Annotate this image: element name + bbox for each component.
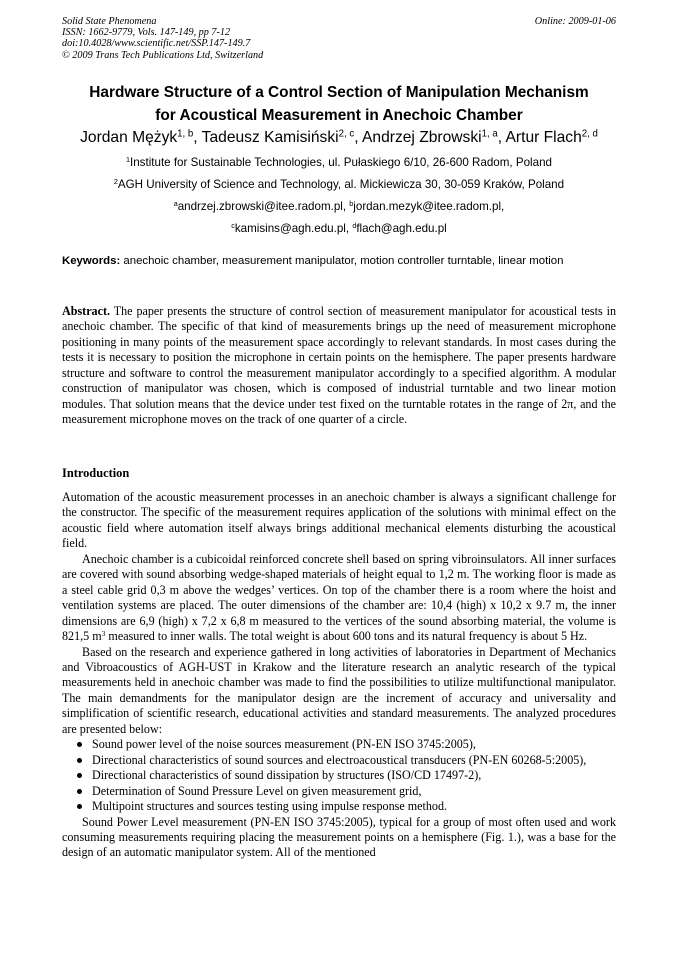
email-mark: d	[352, 221, 357, 231]
bullet-icon	[77, 789, 82, 794]
author-separator: ,	[497, 129, 506, 146]
issn-line: ISSN: 1662-9779, Vols. 147-149, pp 7-12	[62, 27, 231, 39]
list-item-text: Directional characteristics of sound dissipation by structures (ISO/CD 17497-2),	[92, 768, 482, 783]
keywords-text: anechoic chamber, measurement manipulator, motion controller turntable, linear motion	[120, 255, 564, 267]
doi-line: doi:10.4028/www.scientific.net/SSP.147-149.7	[62, 38, 251, 50]
email-address: jordan.mezyk@itee.radom.pl,	[353, 200, 505, 213]
affiliation-mark: 2	[113, 177, 118, 187]
affiliation-2	[52, 178, 626, 192]
email-address: kamisins@agh.edu.pl,	[234, 222, 353, 235]
abstract-label: Abstract.	[62, 304, 111, 318]
keywords-block	[62, 254, 616, 268]
introduction-body	[62, 490, 616, 861]
email-mark: c	[231, 221, 235, 231]
paragraph-text: measured to inner walls. The total weight is about 600 tons and its natural frequency is about 5 Hz.	[105, 629, 588, 644]
author-separator: ,	[193, 129, 202, 146]
email-line-1	[52, 200, 626, 214]
paragraph	[62, 552, 616, 645]
title-line-1: Hardware Structure of a Control Section of Manipulation Mechanism	[89, 84, 589, 101]
journal-name: Solid State Phenomena	[62, 16, 157, 27]
paragraph-text: Anechoic chamber is a cubicoidal reinforced concrete shell based on spring vibroinsulators. All inner surfaces are covered with sound absorbing wedge-shaped materials of height equal to 1,2 m. The working floor is made as a steel cable grid 0,3 m above the wedges’ vertices. On top of the chamber there is a room where the hoist and ventilation systems are placed. The outer dimensions of the chamber are: 10,4 (high) x 10,2 x 9.7 m, the inner dimensions are 6,9 (high) x 7,2 x 6,8 m measured to the vertices of the sound absorbing material, the volume is 821,5 m	[62, 551, 616, 644]
email-mark: b	[349, 199, 354, 209]
abstract-text: The paper presents the structure of control section of measurement manipulator for acoustical tests in anechoic chamber. The specific of that kind of measurements brings up the need of measurement microphone positioning in many points of the measurement space accordingly to relevant standards. In most cases during the tests it is necessary to position the microphone in certain points on the hemisphere. The paper presents hardware structure and software to control the measurement manipulator accordingly to a specified algorithm. A modular construction of manipulator was chosen, which is composed of industrial turntable and two linear motion modules. That solution means that the device under test fixed on the turntable rotates in the range of 2π, and the measurement microphone moves on the track of one quarter of a circle.	[62, 304, 616, 427]
procedure-list	[62, 737, 616, 814]
affiliation-1	[52, 156, 626, 170]
author-affiliation-mark: 2, d	[581, 128, 598, 140]
list-item	[62, 737, 616, 752]
abstract-block	[62, 304, 616, 428]
paragraph: Sound Power Level measurement (PN-EN ISO 3745:2005), typical for a group of most often used and work consuming measurements requiring placing the measurement points on a hemisphere (Fig. 1.), was a base for the design of an automatic manipulator system. All of the mentioned	[62, 814, 616, 860]
list-item-text: Multipoint structures and sources testing using impulse response method.	[92, 799, 448, 814]
affiliation-mark: 1	[126, 155, 131, 165]
author-name: Artur Flach	[505, 129, 582, 146]
author-name: Jordan Mężyk	[80, 129, 178, 146]
bullet-icon	[77, 773, 82, 778]
paragraph: Based on the research and experience gathered in long activities of laboratories in Department of Mechanics and Vibroacoustics of AGH-UST in Krakow and the literature research an analytic research of the typical measurements held in anechoic chamber was made to find the possibilities to utilize multifunctional manipulator. The main demandments for the manipulator design are the increment of accuracy and universality and simplification of scientific research, educational activities and standard measurements. The analyzed procedures are presented below:	[62, 644, 616, 736]
title-line-2: for Acoustical Measurement in Anechoic Chamber	[155, 107, 523, 124]
email-address: andrzej.zbrowski@itee.radom.pl,	[177, 200, 350, 213]
bullet-icon	[77, 804, 82, 809]
author-affiliation-mark: 1, a	[481, 128, 498, 140]
email-mark: a	[173, 199, 178, 209]
section-heading-introduction: Introduction	[62, 466, 130, 480]
bullet-icon	[77, 742, 82, 747]
keywords-label: Keywords:	[62, 255, 121, 267]
author-name: Andrzej Zbrowski	[362, 129, 482, 146]
list-item	[62, 768, 616, 783]
list-item-text: Determination of Sound Pressure Level on given measurement grid,	[92, 783, 422, 798]
author-separator: ,	[354, 129, 362, 146]
author-affiliation-mark: 1, b	[177, 128, 194, 140]
affiliation-text: Institute for Sustainable Technologies, ul. Pułaskiego 6/10, 26-600 Radom, Poland	[130, 156, 552, 169]
online-date: Online: 2009-01-06	[534, 16, 616, 27]
affiliation-text: AGH University of Science and Technology, al. Mickiewicza 30, 30-059 Kraków, Poland	[117, 178, 565, 191]
list-item-text: Directional characteristics of sound sources and electroacoustical transducers (PN-EN 60268-5:2005),	[92, 752, 587, 767]
email-line-2	[52, 222, 626, 236]
author-affiliation-mark: 2, c	[338, 128, 355, 140]
journal-header	[62, 16, 616, 61]
paper-title	[62, 81, 616, 127]
email-address: flach@agh.edu.pl	[356, 222, 447, 235]
list-item-text: Sound power level of the noise sources measurement (PN-EN ISO 3745:2005),	[92, 737, 476, 752]
copyright-line: © 2009 Trans Tech Publications Ltd, Switzerland	[62, 49, 264, 61]
bullet-icon	[77, 758, 82, 763]
superscript: 3	[101, 628, 106, 638]
paragraph: Automation of the acoustic measurement processes in an anechoic chamber is always a significant challenge for the constructor. The specific of the measurement requires application of the solutions with minimal effect on the acoustic field where automation itself always brings additional mechanical elements disturbing the acoustical field.	[62, 490, 616, 551]
list-item	[62, 753, 616, 768]
list-item	[62, 784, 616, 799]
list-item	[62, 799, 616, 814]
author-name: Tadeusz Kamisiński	[201, 129, 339, 146]
author-list	[52, 128, 626, 148]
